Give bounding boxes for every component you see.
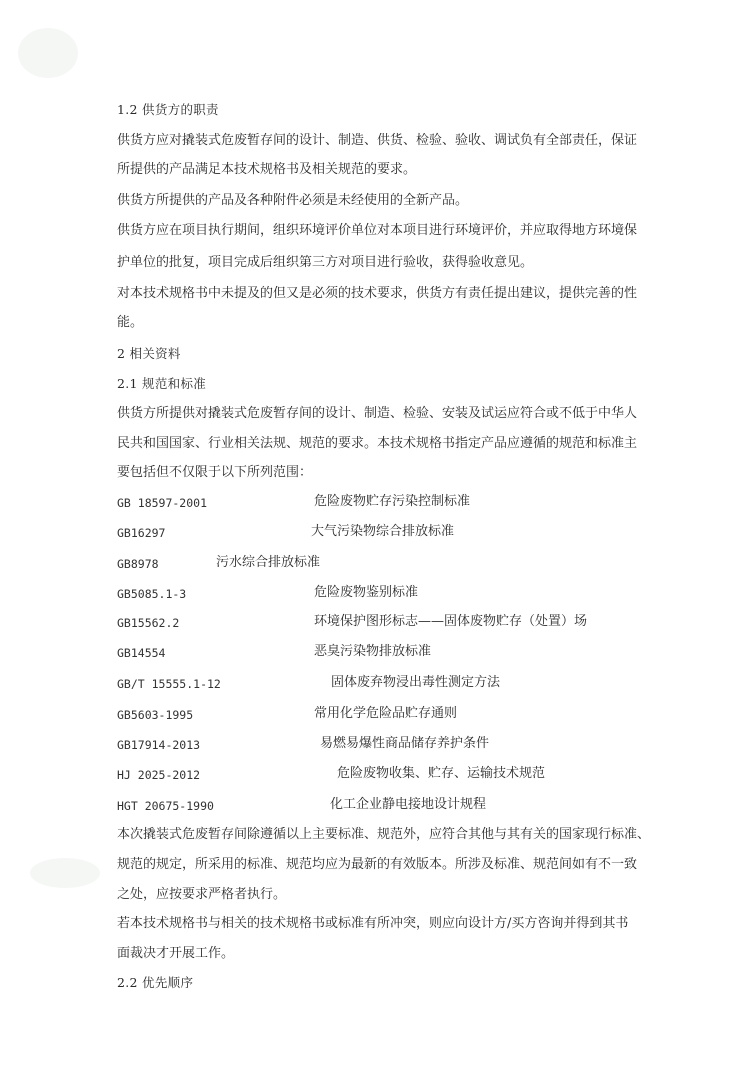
standard-name: 环境保护图形标志——固体废物贮存（处置）场 [314, 614, 588, 629]
standard-code: HJ 2025-2012 [117, 768, 201, 782]
standard-code: GB14554 [117, 646, 166, 660]
standard-code: GB5603-1995 [117, 708, 194, 722]
standard-code: GB16297 [117, 526, 166, 540]
standard-name: 恶臭污染物排放标准 [314, 644, 432, 659]
standard-name: 危险废物贮存污染控制标准 [314, 494, 471, 509]
paragraph-line: 本次撬装式危废暂存间除遵循以上主要标准、规范外，应符合其他与其有关的国家现行标准、 [117, 827, 651, 842]
paragraph-line: 供货方应对撬装式危废暂存间的设计、制造、供货、检验、验收、调试负有全部责任，保证 [117, 133, 638, 148]
paragraph-line: 供货方所提供的产品及各种附件必须是未经使用的全新产品。 [117, 193, 469, 208]
paragraph-line: 所提供的产品满足本技术规格书及相关规范的要求。 [117, 162, 417, 177]
heading-2: 2 相关资料 [117, 346, 181, 361]
standard-name: 污水综合排放标准 [216, 555, 321, 570]
paragraph-line: 要包括但不仅限于以下所列范围： [117, 465, 313, 480]
standard-name: 危险废物收集、贮存、运输技术规范 [337, 766, 546, 781]
standard-name: 危险废物鉴别标准 [314, 585, 419, 600]
standard-code: GB/T 15555.1-12 [117, 677, 221, 691]
scan-smudge [18, 28, 78, 78]
paragraph-line: 能。 [117, 315, 144, 330]
heading-2-2: 2.2 优先顺序 [117, 975, 194, 990]
standard-code: GB8978 [117, 557, 159, 571]
paragraph-line: 对本技术规格书中未提及的但又是必须的技术要求，供货方有责任提出建议，提供完善的性 [117, 286, 638, 301]
paragraph-line: 护单位的批复，项目完成后组织第三方对项目进行验收，获得验收意见。 [117, 255, 534, 270]
paragraph-line: 若本技术规格书与相关的技术规格书或标准有所冲突，则应向设计方/买方咨询并得到其书 [117, 916, 629, 931]
paragraph-line: 民共和国国家、行业相关法规、规范的要求。本技术规格书指定产品应遵循的规范和标准主 [117, 436, 638, 451]
paragraph-line: 之处，应按要求严格者执行。 [117, 887, 287, 902]
paragraph-line: 规范的规定，所采用的标准、规范均应为最新的有效版本。所涉及标准、规范间如有不一致 [117, 857, 638, 872]
standard-code: GB15562.2 [117, 616, 180, 630]
standard-code: GB17914-2013 [117, 738, 201, 752]
standard-code: GB5085.1-3 [117, 587, 187, 601]
heading-2-1: 2.1 规范和标准 [117, 376, 207, 391]
standard-name: 固体废弃物浸出毒性测定方法 [331, 675, 501, 690]
paragraph-line: 供货方应在项目执行期间，组织环境评价单位对本项目进行环境评价，并应取得地方环境保 [117, 223, 638, 238]
standard-code: HGT 20675-1990 [117, 799, 214, 813]
heading-1-2: 1.2 供货方的职责 [117, 102, 219, 117]
standard-code: GB 18597-2001 [117, 496, 208, 510]
standard-name: 化工企业静电接地设计规程 [330, 797, 487, 812]
paragraph-line: 面裁决才开展工作。 [117, 946, 235, 961]
standard-name: 易燃易爆性商品储存养护条件 [320, 736, 490, 751]
paragraph-line: 供货方所提供对撬装式危废暂存间的设计、制造、检验、安装及试运应符合或不低于中华人 [117, 406, 638, 421]
scan-smudge [30, 858, 100, 888]
standard-name: 大气污染物综合排放标准 [311, 524, 455, 539]
standard-name: 常用化学危险品贮存通则 [314, 706, 458, 721]
